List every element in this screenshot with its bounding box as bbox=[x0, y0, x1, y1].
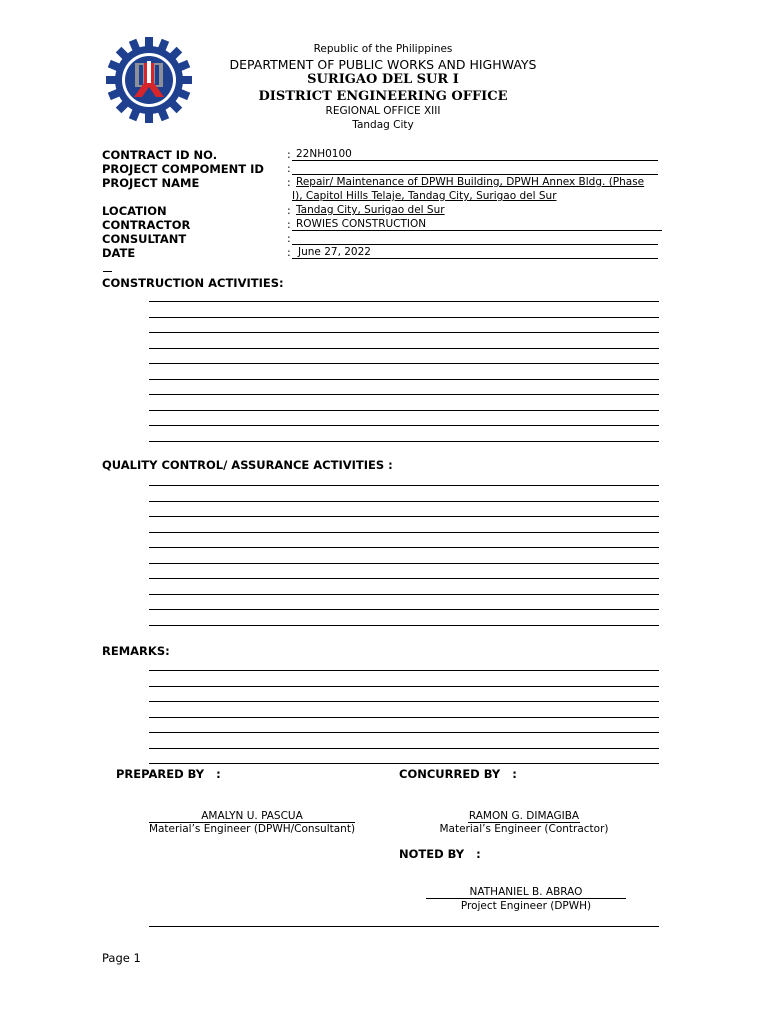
header-regional: REGIONAL OFFICE XIII bbox=[325, 105, 441, 117]
remarks-rule bbox=[149, 717, 659, 718]
remarks-rule bbox=[149, 732, 659, 733]
construction-rule bbox=[149, 394, 659, 395]
quality-rule bbox=[149, 609, 659, 610]
project-name-colon: : bbox=[287, 176, 291, 189]
location-colon: : bbox=[287, 204, 291, 217]
remarks-rule bbox=[149, 748, 659, 749]
remarks-rule bbox=[149, 701, 659, 702]
consultant-colon: : bbox=[287, 232, 291, 245]
quality-rule bbox=[149, 501, 659, 502]
concurred-title: Material’s Engineer (Contractor) bbox=[439, 823, 609, 835]
contract-id-underline bbox=[292, 160, 658, 161]
prepared-name: AMALYN U. PASCUA bbox=[201, 810, 303, 822]
contract-id-label: CONTRACT ID NO. bbox=[102, 148, 218, 162]
page-number: Page 1 bbox=[102, 951, 141, 965]
contract-id-value: 22NH0100 bbox=[296, 148, 352, 160]
prepared-title: Material’s Engineer (DPWH/Consultant) bbox=[148, 823, 356, 835]
noted-name: NATHANIEL B. ABRAO bbox=[469, 886, 583, 898]
quality-rule bbox=[149, 516, 659, 517]
noted-by-label: NOTED BY : bbox=[399, 847, 481, 861]
construction-rule bbox=[149, 348, 659, 349]
remarks-rule bbox=[149, 763, 659, 764]
quality-rule bbox=[149, 578, 659, 579]
construction-rule bbox=[149, 379, 659, 380]
project-component-underline bbox=[292, 174, 658, 175]
construction-rule bbox=[149, 425, 659, 426]
header-district: SURIGAO DEL SUR I bbox=[307, 72, 459, 87]
construction-rule bbox=[149, 317, 659, 318]
construction-rule bbox=[149, 410, 659, 411]
header-republic: Republic of the Philippines bbox=[313, 43, 453, 55]
construction-rule bbox=[149, 363, 659, 364]
date-underline bbox=[292, 258, 658, 259]
contractor-label: CONTRACTOR bbox=[102, 218, 191, 232]
quality-control-heading: QUALITY CONTROL/ ASSURANCE ACTIVITIES : bbox=[102, 458, 393, 472]
project-component-label: PROJECT COMPOMENT ID bbox=[102, 162, 264, 176]
bottom-rule bbox=[149, 926, 659, 927]
construction-rule bbox=[149, 441, 659, 442]
quality-rule bbox=[149, 547, 659, 548]
contractor-value: ROWIES CONSTRUCTION bbox=[296, 218, 427, 230]
date-value: June 27, 2022 bbox=[298, 246, 371, 258]
project-name-value-line1: Repair/ Maintenance of DPWH Building, DPWH Annex Bldg. (Phase bbox=[296, 176, 645, 188]
project-component-colon: : bbox=[287, 162, 291, 175]
quality-rule bbox=[149, 563, 659, 564]
noted-signature-line bbox=[426, 898, 626, 899]
concurred-name: RAMON G. DIMAGIBA bbox=[468, 810, 580, 822]
remarks-rule bbox=[149, 670, 659, 671]
contractor-colon: : bbox=[287, 218, 291, 231]
project-name-value-line2: I), Capitol Hills Telaje, Tandag City, Surigao del Sur bbox=[292, 190, 557, 202]
location-value: Tandag City, Surigao del Sur bbox=[296, 204, 445, 216]
construction-rule bbox=[149, 332, 659, 333]
location-label: LOCATION bbox=[102, 204, 167, 218]
prepared-by-label: PREPARED BY : bbox=[116, 767, 221, 781]
project-name-label: PROJECT NAME bbox=[102, 176, 200, 190]
dpwh-logo bbox=[106, 37, 192, 123]
construction-rule bbox=[149, 301, 659, 302]
remarks-heading: REMARKS: bbox=[102, 644, 170, 658]
quality-rule bbox=[149, 594, 659, 595]
remarks-rule bbox=[149, 686, 659, 687]
header-department: DEPARTMENT OF PUBLIC WORKS AND HIGHWAYS bbox=[229, 57, 537, 72]
header-city: Tandag City bbox=[352, 119, 414, 131]
header-office: DISTRICT ENGINEERING OFFICE bbox=[258, 89, 508, 104]
short-dash bbox=[103, 271, 112, 272]
date-colon: : bbox=[287, 246, 291, 259]
quality-rule bbox=[149, 485, 659, 486]
contractor-underline bbox=[292, 230, 662, 231]
contract-id-colon: : bbox=[287, 148, 291, 161]
consultant-label: CONSULTANT bbox=[102, 232, 187, 246]
construction-activities-heading: CONSTRUCTION ACTIVITIES: bbox=[102, 276, 284, 290]
noted-title: Project Engineer (DPWH) bbox=[460, 900, 592, 912]
consultant-underline bbox=[292, 244, 658, 245]
date-label: DATE bbox=[102, 246, 136, 260]
quality-rule bbox=[149, 625, 659, 626]
quality-rule bbox=[149, 532, 659, 533]
concurred-by-label: CONCURRED BY : bbox=[399, 767, 517, 781]
